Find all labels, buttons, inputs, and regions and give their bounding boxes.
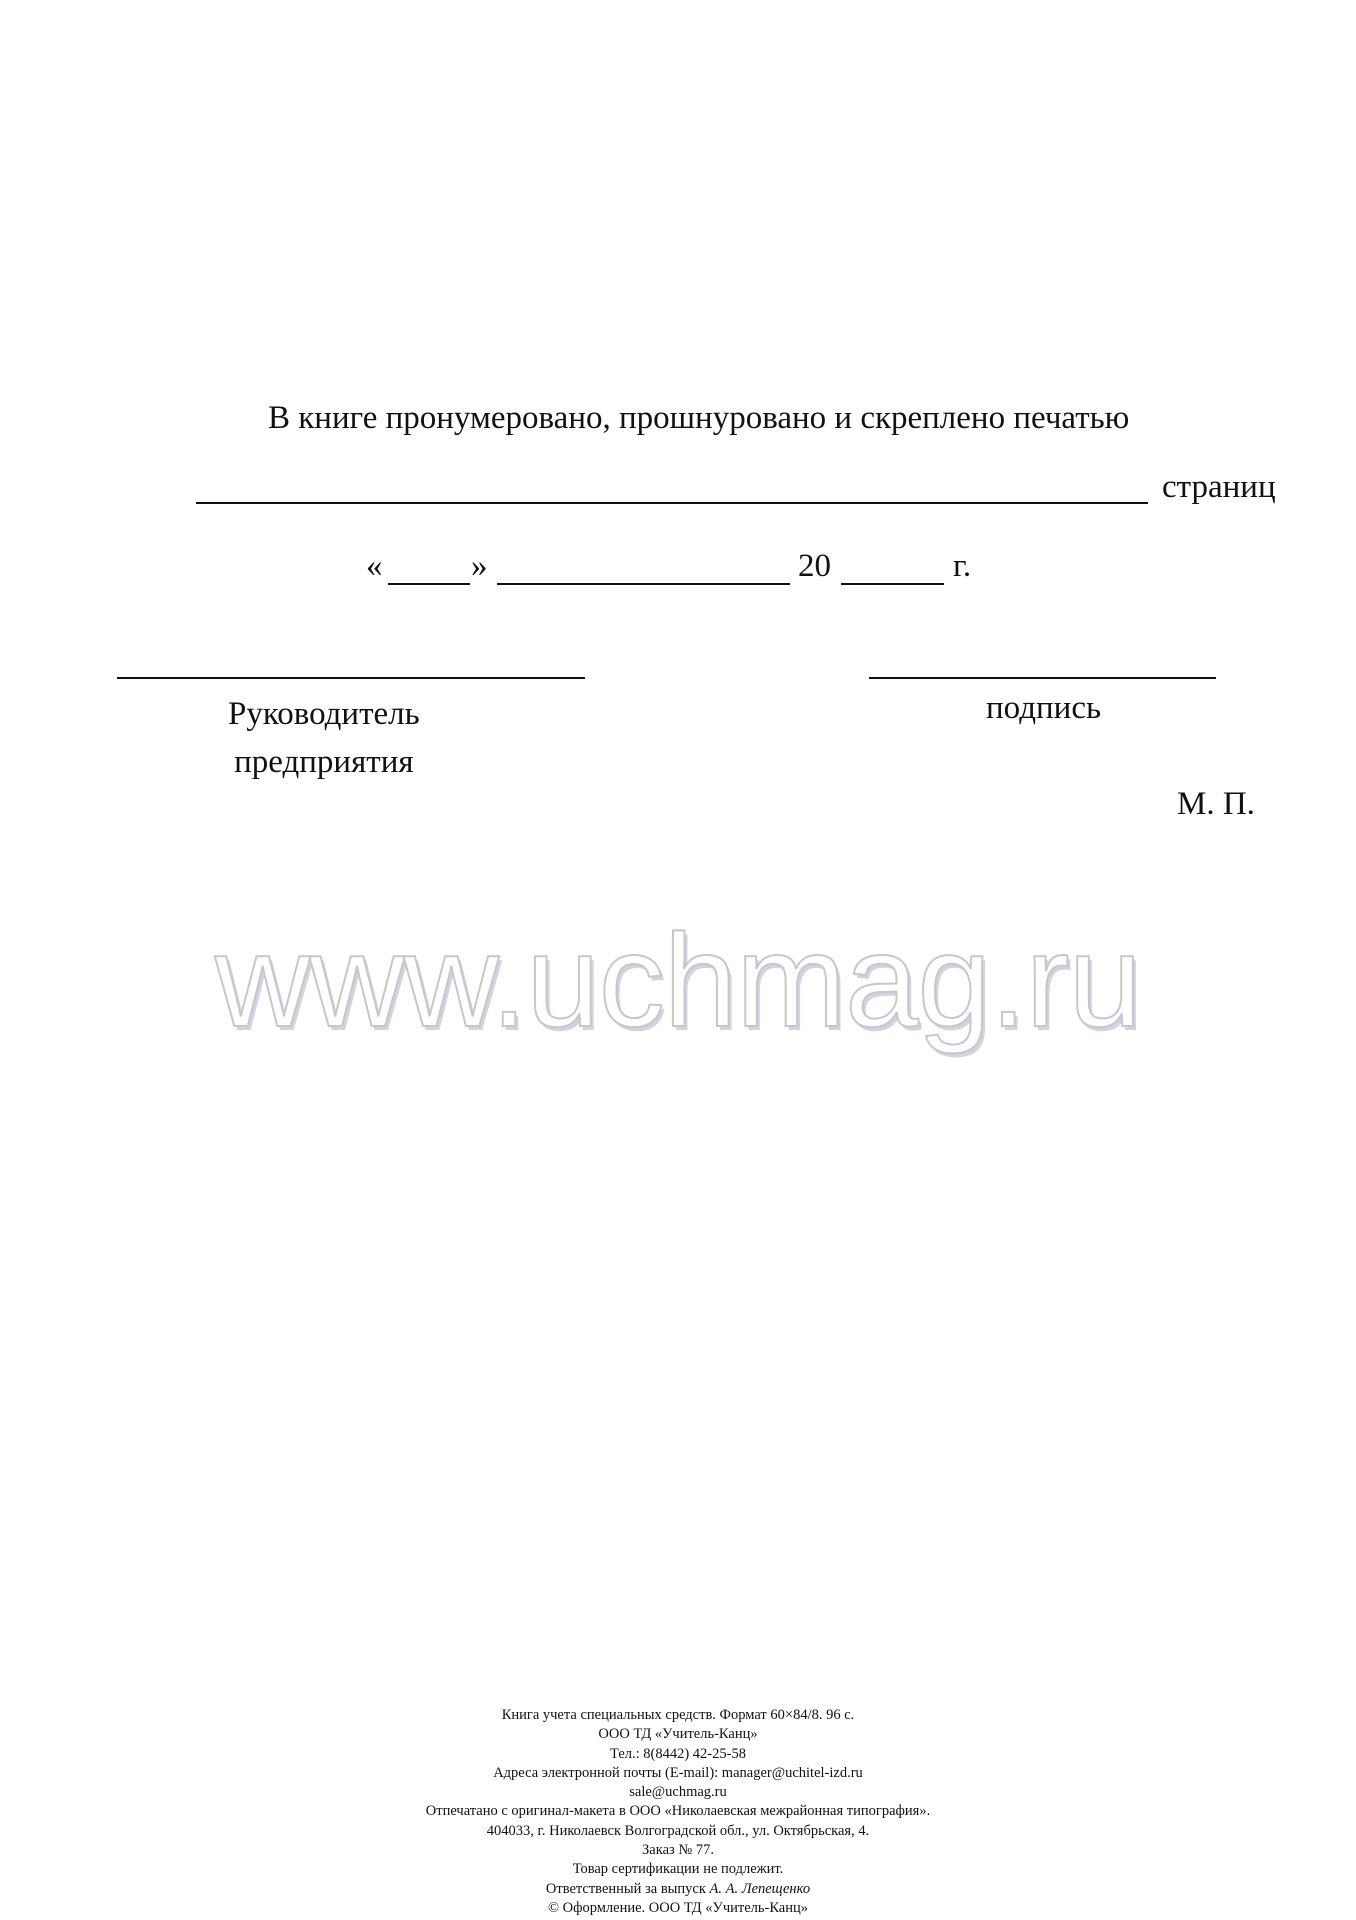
watermark: www.uchmag.ru — [214, 907, 1142, 1054]
imprint-responsible-prefix: Ответственный за выпуск — [545, 1880, 706, 1897]
year-blank[interactable] — [841, 583, 944, 585]
date-open-quote: « — [366, 548, 383, 584]
imprint-line: Товар сертификации не подлежит. — [572, 1861, 784, 1878]
month-blank[interactable] — [497, 583, 790, 585]
pages-label: страниц — [1162, 469, 1276, 505]
stamp-label: М. П. — [1177, 786, 1255, 822]
imprint-line: Заказ № 77. — [642, 1842, 714, 1859]
head-label-line2: предприятия — [234, 744, 414, 780]
certification-text: В книге пронумеровано, прошнуровано и скреплено печатью — [268, 400, 1130, 436]
imprint-responsible-name: А. А. Лепещенко — [709, 1880, 811, 1897]
head-label-line1: Руководитель — [228, 696, 420, 732]
imprint-line: Отпечатано с оригинал-макета в ООО «Николаевская межрайонная типография». — [425, 1803, 931, 1820]
imprint-line: sale@uchmag.ru — [629, 1784, 727, 1801]
imprint-line: Адреса электронной почты (E-mail): manager@uchitel-izd.ru — [493, 1764, 863, 1781]
signature-label: подпись — [986, 690, 1102, 726]
imprint-line: 404033, г. Николаевск Волгоградской обл., ул. Октябрьская, 4. — [486, 1822, 870, 1839]
imprint-line: Тел.: 8(8442) 42-25-58 — [610, 1745, 746, 1762]
head-name-blank[interactable] — [117, 677, 585, 679]
date-close-quote: » — [471, 548, 488, 584]
imprint-line: Книга учета специальных средств. Формат 60×84/8. 96 с. — [501, 1707, 855, 1723]
imprint-line — [0, 1880, 1356, 1899]
day-blank[interactable] — [388, 583, 470, 585]
head-label — [228, 690, 420, 786]
imprint-line: ООО ТД «Учитель-Канц» — [598, 1726, 758, 1743]
imprint-block — [0, 1706, 1356, 1918]
imprint-line: © Оформление. ООО ТД «Учитель-Канц» — [547, 1899, 809, 1916]
pages-count-blank[interactable] — [196, 502, 1148, 504]
signature-blank[interactable] — [869, 677, 1216, 679]
year-suffix: г. — [953, 548, 972, 584]
year-prefix: 20 — [798, 548, 831, 584]
